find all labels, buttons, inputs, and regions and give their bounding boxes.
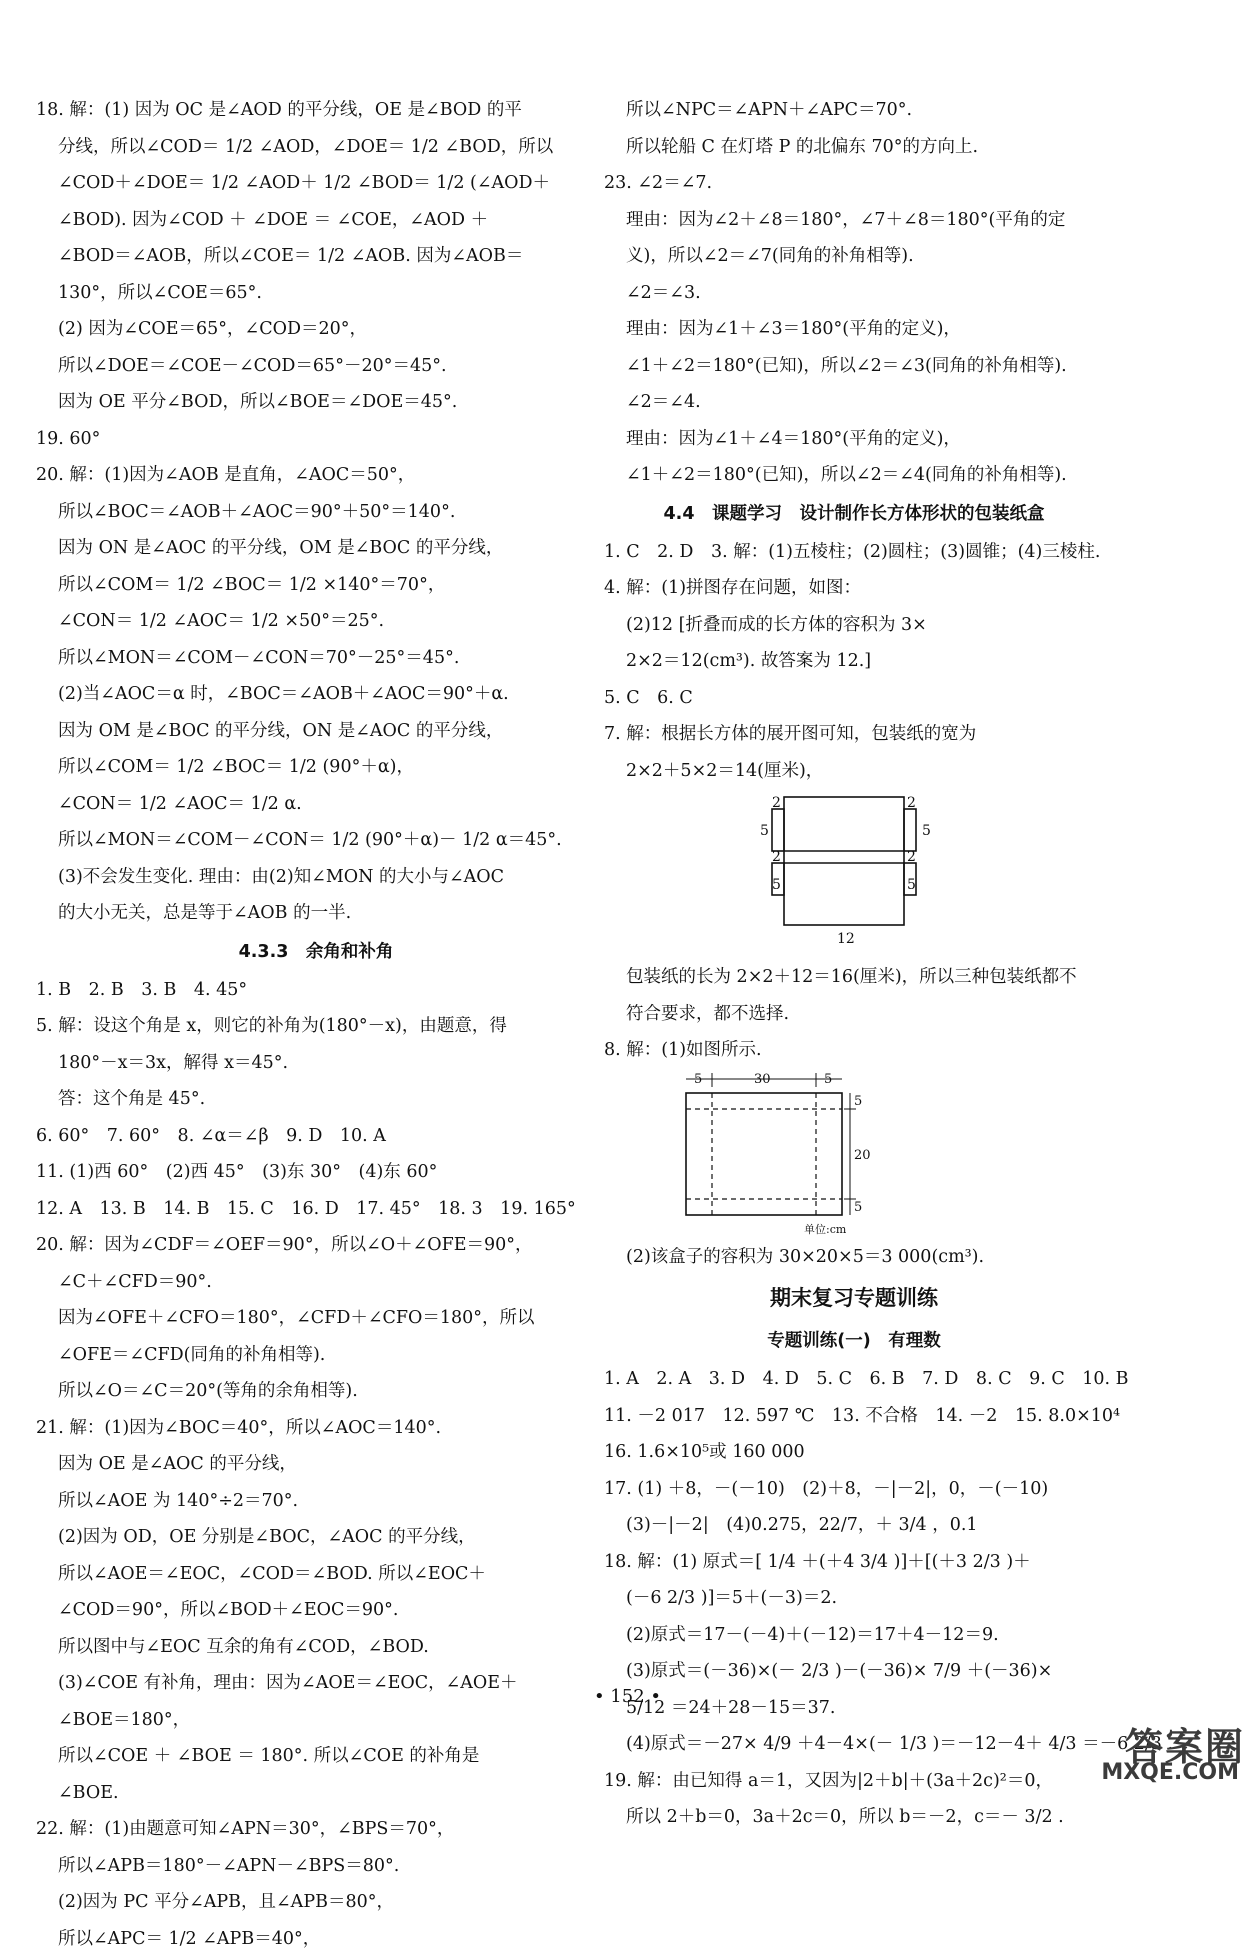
page-number: • 152 • — [0, 1686, 1255, 1707]
fig7-label-2: 2 — [907, 849, 916, 865]
text-line: (3)∠COE 有补角，理由：因为∠AOE＝∠EOC，∠AOE＋ — [36, 1665, 596, 1702]
fig7-unfold-diagram — [604, 789, 1104, 959]
text-line: 180°－x＝3x，解得 x＝45°. — [36, 1045, 596, 1082]
text-line: ∠CON＝ 1/2 ∠AOC＝ 1/2 ×50°＝25°. — [36, 603, 596, 640]
text-line: 所以 2＋b＝0，3a＋2c＝0，所以 b＝－2，c＝－ 3/2 . — [604, 1799, 1104, 1836]
text-line: 8. 解：(1)如图所示. — [604, 1032, 1104, 1069]
text-line: 分线，所以∠COD＝ 1/2 ∠AOD，∠DOE＝ 1/2 ∠BOD，所以 — [36, 129, 596, 166]
text-line: 5/12 ＝24＋28－15＝37. — [604, 1690, 1104, 1727]
text-line: ∠2＝∠4. — [604, 384, 1104, 421]
text-line: 因为 OE 是∠AOC 的平分线， — [36, 1446, 596, 1483]
text-line: 1. A 2. A 3. D 4. D 5. C 6. B 7. D 8. C 9. C 10. B — [604, 1361, 1104, 1398]
fig8-label-5: 5 — [854, 1094, 862, 1109]
text-line: 1. B 2. B 3. B 4. 45° — [36, 972, 596, 1009]
text-line: ∠C＋∠CFD＝90°. — [36, 1264, 596, 1301]
watermark-bottom: MXQE.COM — [1101, 1760, 1239, 1785]
text-line: 所以∠DOE＝∠COE－∠COD＝65°－20°＝45°. — [36, 348, 596, 385]
text-line: (3)－|－2| (4)0.275，22/7，＋ 3/4 ，0.1 — [604, 1507, 1104, 1544]
text-line: (2)因为 OD，OE 分别是∠BOC，∠AOC 的平分线， — [36, 1519, 596, 1556]
text-line: 1. C 2. D 3. 解：(1)五棱柱；(2)圆柱；(3)圆锥；(4)三棱柱. — [604, 534, 1104, 571]
text-line: (2)12 [折叠而成的长方体的容积为 3× — [604, 607, 1104, 644]
fig8-label-20: 20 — [854, 1148, 871, 1163]
text-line: 所以∠MON＝∠COM－∠CON＝70°－25°＝45°. — [36, 640, 596, 677]
fig7-label-2: 2 — [772, 849, 781, 865]
text-line: ∠CON＝ 1/2 ∠AOC＝ 1/2 α. — [36, 786, 596, 823]
text-line: 所以轮船 C 在灯塔 P 的北偏东 70°的方向上. — [604, 129, 1104, 166]
text-line: ∠BOD). 因为∠COD ＋ ∠DOE ＝ ∠COE，∠AOD ＋ — [36, 202, 596, 239]
text-line: 20. 解：因为∠CDF＝∠OEF＝90°，所以∠O＋∠OFE＝90°， — [36, 1227, 596, 1264]
text-line: (4)原式＝－27× 4/9 ＋4－4×(－ 1/3 )＝－12－4＋ 4/3 ＝－6 2/3 . — [604, 1726, 1104, 1763]
text-line: 答：这个角是 45°. — [36, 1081, 596, 1118]
fig8-label-5: 5 — [694, 1072, 702, 1087]
fig7-label-2: 2 — [772, 795, 781, 811]
text-line: ∠1＋∠2＝180°(已知)，所以∠2＝∠3(同角的补角相等). — [604, 348, 1104, 385]
text-line: 所以∠MON＝∠COM－∠CON＝ 1/2 (90°＋α)－ 1/2 α＝45°. — [36, 822, 596, 859]
text-line: 17. (1) ＋8，－(－10) (2)＋8，－|－2|，0，－(－10) — [604, 1471, 1104, 1508]
text-line: ∠COD＝90°，所以∠BOD＋∠EOC＝90°. — [36, 1592, 596, 1629]
text-line: 16. 1.6×10⁵或 160 000 — [604, 1434, 1104, 1471]
fig8-label-5: 5 — [824, 1072, 832, 1087]
text-line: 因为 OE 平分∠BOD，所以∠BOE＝∠DOE＝45°. — [36, 384, 596, 421]
text-line: ∠BOD＝∠AOB，所以∠COE＝ 1/2 ∠AOB. 因为∠AOB＝ — [36, 238, 596, 275]
fig8-box-net-diagram — [604, 1069, 1104, 1239]
text-line: 18. 解：(1) 因为 OC 是∠AOD 的平分线，OE 是∠BOD 的平 — [36, 92, 596, 129]
fig7-label-5: 5 — [922, 823, 931, 839]
text-line: 的大小无关，总是等于∠AOB 的一半. — [36, 895, 596, 932]
fig8-label-5: 5 — [854, 1200, 862, 1215]
text-line: 所以∠AOE 为 140°÷2＝70°. — [36, 1483, 596, 1520]
text-line: 4.3.3 余角和补角 — [36, 932, 596, 972]
text-line: 包装纸的长为 2×2＋12＝16(厘米)，所以三种包装纸都不 — [604, 959, 1104, 996]
fig8-label-30: 30 — [754, 1072, 771, 1087]
text-line: 所以∠O＝∠C＝20°(等角的余角相等). — [36, 1373, 596, 1410]
watermark-logo — [1045, 1716, 1245, 1792]
text-line: 理由：因为∠1＋∠3＝180°(平角的定义)， — [604, 311, 1104, 348]
q7-q8-answers — [604, 959, 1104, 1069]
text-line: ∠BOE＝180°， — [36, 1702, 596, 1739]
text-line: 2×2＋5×2＝14(厘米)， — [604, 753, 1104, 790]
text-line: (2)因为 PC 平分∠APB，且∠APB＝80°， — [36, 1884, 596, 1921]
text-line: 7. 解：根据长方体的展开图可知，包装纸的宽为 — [604, 716, 1104, 753]
review-1-answers — [604, 1361, 1104, 1836]
fig8-unit-label: 单位:cm — [804, 1223, 847, 1236]
text-line: 所以∠AOE＝∠EOC，∠COD＝∠BOD. 所以∠EOC＋ — [36, 1556, 596, 1593]
fig7-label-5: 5 — [907, 877, 916, 893]
left-column — [36, 92, 596, 1957]
text-line: (3)不会发生变化. 理由：由(2)知∠MON 的大小与∠AOC — [36, 859, 596, 896]
fig7-label-2: 2 — [907, 795, 916, 811]
watermark-top: 答案圈 — [1125, 1716, 1245, 1771]
text-line: 5. 解：设这个角是 x，则它的补角为(180°－x)，由题意，得 — [36, 1008, 596, 1045]
text-line: 5. C 6. C — [604, 680, 1104, 717]
text-line: 所以图中与∠EOC 互余的角有∠COD，∠BOD. — [36, 1629, 596, 1666]
fig7-label-5: 5 — [760, 823, 769, 839]
fig7-label-12: 12 — [837, 931, 855, 947]
text-line: ∠1＋∠2＝180°(已知)，所以∠2＝∠4(同角的补角相等). — [604, 457, 1104, 494]
text-line: 6. 60° 7. 60° 8. ∠α＝∠β 9. D 10. A — [36, 1118, 596, 1155]
text-line: 19. 60° — [36, 421, 596, 458]
q22-q23-answers — [604, 92, 1104, 494]
text-line: 义)，所以∠2＝∠7(同角的补角相等). — [604, 238, 1104, 275]
text-line: 所以∠COM＝ 1/2 ∠BOC＝ 1/2 (90°＋α)， — [36, 749, 596, 786]
text-line: 理由：因为∠1＋∠4＝180°(平角的定义)， — [604, 421, 1104, 458]
text-line: 所以∠NPC＝∠APN＋∠APC＝70°. — [604, 92, 1104, 129]
right-column — [604, 92, 1104, 1836]
review-title: 期末复习专题训练 — [604, 1275, 1104, 1321]
text-line: 12. A 13. B 14. B 15. C 16. D 17. 45° 18. 3 19. 165° — [36, 1191, 596, 1228]
text-line: 11. －2 017 12. 597 ℃ 13. 不合格 14. －2 15. 8.0×10⁴ — [604, 1398, 1104, 1435]
text-line: 23. ∠2＝∠7. — [604, 165, 1104, 202]
text-line: 所以∠APB＝180°－∠APN－∠BPS＝80°. — [36, 1848, 596, 1885]
text-line: 2×2＝12(cm³). 故答案为 12.] — [604, 643, 1104, 680]
text-line: (2)当∠AOC＝α 时，∠BOC＝∠AOB＋∠AOC＝90°＋α. — [36, 676, 596, 713]
text-line: ∠COD＋∠DOE＝ 1/2 ∠AOD＋ 1/2 ∠BOD＝ 1/2 (∠AOD＋ — [36, 165, 596, 202]
text-line: (3)原式＝(－36)×(－ 2/3 )－(－36)× 7/9 ＋(－36)× — [604, 1653, 1104, 1690]
text-line: 所以∠BOC＝∠AOB＋∠AOC＝90°＋50°＝140°. — [36, 494, 596, 531]
text-line: 130°，所以∠COE＝65°. — [36, 275, 596, 312]
review-subtitle: 专题训练(一) 有理数 — [604, 1321, 1104, 1361]
text-line: ∠BOE. — [36, 1775, 596, 1812]
text-line: 因为 OM 是∠BOC 的平分线，ON 是∠AOC 的平分线， — [36, 713, 596, 750]
fig7-label-5: 5 — [772, 877, 781, 893]
text-line: ∠OFE＝∠CFD(同角的补角相等). — [36, 1337, 596, 1374]
section-4-4-answers — [604, 534, 1104, 790]
text-line: (2) 因为∠COE＝65°，∠COD＝20°， — [36, 311, 596, 348]
text-line: 4. 解：(1)拼图存在问题，如图： — [604, 570, 1104, 607]
text-line: 21. 解：(1)因为∠BOC＝40°，所以∠AOC＝140°. — [36, 1410, 596, 1447]
text-line: 理由：因为∠2＋∠8＝180°，∠7＋∠8＝180°(平角的定 — [604, 202, 1104, 239]
text-line: (－6 2/3 )]＝5＋(－3)＝2. — [604, 1580, 1104, 1617]
text-line: 所以∠COE ＋ ∠BOE ＝ 180°. 所以∠COE 的补角是 — [36, 1738, 596, 1775]
text-line: 因为∠OFE＋∠CFO＝180°，∠CFD＋∠CFO＝180°，所以 — [36, 1300, 596, 1337]
text-line: ∠2＝∠3. — [604, 275, 1104, 312]
text-line: 19. 解：由已知得 a＝1，又因为|2＋b|＋(3a＋2c)²＝0， — [604, 1763, 1104, 1800]
text-line: 11. (1)西 60° (2)西 45° (3)东 30° (4)东 60° — [36, 1154, 596, 1191]
text-line: 因为 ON 是∠AOC 的平分线，OM 是∠BOC 的平分线， — [36, 530, 596, 567]
text-line: 所以∠APC＝ 1/2 ∠APB＝40°， — [36, 1921, 596, 1957]
q8-part2-answer — [604, 1239, 1104, 1276]
text-line: 20. 解：(1)因为∠AOB 是直角，∠AOC＝50°， — [36, 457, 596, 494]
section-title-4-4: 4.4 课题学习 设计制作长方体形状的包装纸盒 — [604, 494, 1104, 534]
text-line: 所以∠COM＝ 1/2 ∠BOC＝ 1/2 ×140°＝70°， — [36, 567, 596, 604]
text-line: 18. 解：(1) 原式＝[ 1/4 ＋(＋4 3/4 )]＋[(＋3 2/3 )＋ — [604, 1544, 1104, 1581]
text-line: (2)该盒子的容积为 30×20×5＝3 000(cm³). — [604, 1239, 1104, 1276]
text-line: (2)原式＝17－(－4)＋(－12)＝17＋4－12＝9. — [604, 1617, 1104, 1654]
text-line: 22. 解：(1)由题意可知∠APN＝30°，∠BPS＝70°， — [36, 1811, 596, 1848]
text-line: 符合要求，都不选择. — [604, 996, 1104, 1033]
